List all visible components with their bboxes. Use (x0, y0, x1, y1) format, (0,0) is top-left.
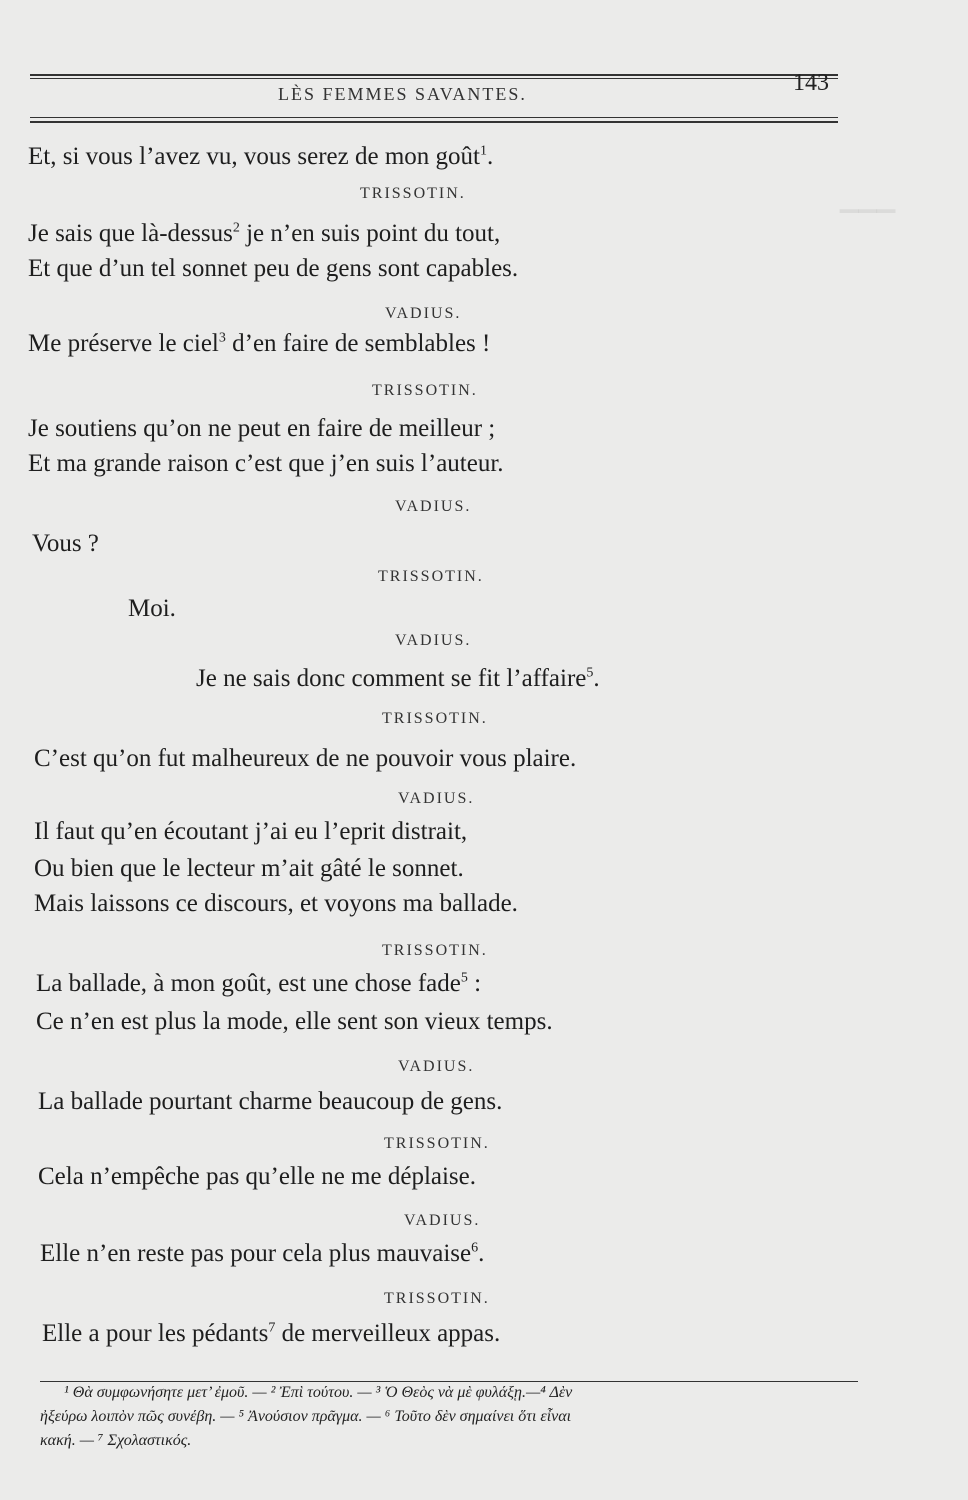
verse-line (38, 1163, 476, 1191)
speaker-label: VADIUS. (398, 1058, 475, 1075)
verse-text-continued: : (467, 970, 482, 997)
verse-text: Elle a pour les pédants (42, 1320, 269, 1347)
verse-line (128, 595, 176, 623)
footnote-marker: 6 (471, 1240, 479, 1256)
speaker-label: VADIUS. (395, 632, 472, 649)
verse-text: Vous ? (32, 530, 99, 557)
verse-text-continued: d’en faire de semblables ! (225, 330, 491, 357)
verse-line (34, 818, 467, 846)
verse-line (38, 1088, 502, 1116)
speaker-name (384, 1135, 490, 1153)
footnote-line: ¹ Θὰ συμφωνήσητε μετ’ ἐμοῦ. — ² Ἐπὶ τούτου. — ³ Ὁ Θεὸς νὰ μὲ φυλάξῃ.—⁴ Δὲν (64, 1384, 573, 1401)
verse-text-continued: de merveilleux appas. (275, 1320, 501, 1347)
verse-line (28, 255, 518, 283)
speaker-name (398, 790, 474, 808)
verse-text: Je soutiens qu’on ne peut en faire de meilleur ; (28, 415, 496, 442)
verse-line (32, 530, 99, 558)
show-through: ▁▁▁ (840, 187, 896, 213)
verse-text: La ballade pourtant charme beaucoup de gens. (38, 1088, 503, 1115)
verse-text: Me préserve le ciel (28, 330, 219, 357)
speaker-name (395, 498, 471, 516)
footnote-line: κακή. — ⁷ Σχολαστικός. (40, 1432, 192, 1449)
verse-text: Moi. (128, 595, 176, 622)
page-number: 143 (793, 70, 829, 96)
verse-line (40, 1240, 484, 1268)
speaker-name (404, 1212, 480, 1230)
speaker-name (360, 185, 466, 203)
speaker-label: VADIUS. (395, 498, 472, 515)
verse-text: Il faut qu’en écoutant j’ai eu l’eprit distrait, (34, 818, 468, 845)
speaker-label: TRISSOTIN. (360, 185, 466, 202)
verse-line (28, 450, 504, 478)
footnote-marker: 7 (268, 1320, 276, 1336)
verse-line (42, 1320, 500, 1348)
verse-line (34, 745, 576, 773)
verse-text: Cela n’empêche pas qu’elle ne me déplaise. (38, 1163, 477, 1190)
footnote-marker: 5 (586, 665, 594, 681)
verse-text: La ballade, à mon goût, est une chose fade (36, 970, 461, 997)
verse-text-continued: je n’en suis point du tout, (239, 220, 501, 247)
verse-text-continued: . (487, 143, 494, 170)
verse-text: C’est qu’on fut malheureux de ne pouvoir vous plaire. (34, 745, 577, 772)
speaker-name (382, 710, 488, 728)
verse-line (28, 143, 493, 171)
speaker-label: TRISSOTIN. (378, 568, 484, 585)
verse-text: Mais laissons ce discours, et voyons ma ballade. (34, 890, 518, 917)
verse-text: Et ma grande raison c’est que j’en suis l’auteur. (28, 450, 504, 477)
speaker-name (398, 1058, 474, 1076)
verse-line (196, 665, 600, 693)
speaker-label: TRISSOTIN. (382, 942, 488, 959)
speaker-name (395, 632, 471, 650)
speaker-name (372, 382, 478, 400)
footnote-marker: 2 (232, 220, 240, 236)
verse-line (28, 330, 490, 358)
speaker-name (378, 568, 484, 586)
verse-text: Je sais que là-dessus (28, 220, 233, 247)
footnote-marker: 3 (218, 330, 226, 346)
speaker-label: VADIUS. (398, 790, 475, 807)
speaker-name (384, 1290, 490, 1308)
verse-line (34, 890, 518, 918)
speaker-label: TRISSOTIN. (382, 710, 488, 727)
verse-text-continued: . (593, 665, 600, 692)
speaker-name (382, 942, 488, 960)
speaker-label: TRISSOTIN. (372, 382, 478, 399)
speaker-label: TRISSOTIN. (384, 1135, 490, 1152)
verse-text: Elle n’en reste pas pour cela plus mauvaise (40, 1240, 472, 1267)
verse-line (28, 415, 495, 443)
speaker-name (385, 305, 461, 323)
header-rule-top (30, 74, 838, 76)
verse-text: Et, si vous l’avez vu, vous serez de mon goût (28, 143, 480, 170)
header-rule-bottom (30, 121, 838, 123)
speaker-label: VADIUS. (404, 1212, 481, 1229)
footnote-rule (40, 1381, 858, 1382)
footnote-marker: 1 (480, 143, 487, 159)
verse-line (36, 1008, 553, 1036)
verse-text: Ou bien que le lecteur m’ait gâté le sonnet. (34, 855, 464, 882)
verse-line (36, 970, 481, 998)
verse-text-continued: . (478, 1240, 485, 1267)
verse-text: Et que d’un tel sonnet peu de gens sont capables. (28, 255, 519, 282)
footnote-marker: 5 (460, 970, 468, 986)
header-rule-bottom-thin (30, 117, 838, 118)
header-rule-top-thin (30, 78, 838, 79)
verse-line (34, 855, 464, 883)
verse-text: Ce n’en est plus la mode, elle sent son vieux temps. (36, 1008, 553, 1035)
verse-line (28, 220, 500, 248)
verse-text: Je ne sais donc comment se fit l’affaire (196, 665, 587, 692)
speaker-label: TRISSOTIN. (384, 1290, 490, 1307)
running-title: LÈS FEMMES SAVANTES. (278, 84, 527, 104)
speaker-label: VADIUS. (385, 305, 462, 322)
footnote-line: ἠξεύρω λοιπὸν πῶς συνέβη. — ⁵ Ἀνούσιον πρᾶγμα. — ⁶ Τοῦτο δὲν σημαίνει ὅτι εἶναι (40, 1408, 572, 1425)
